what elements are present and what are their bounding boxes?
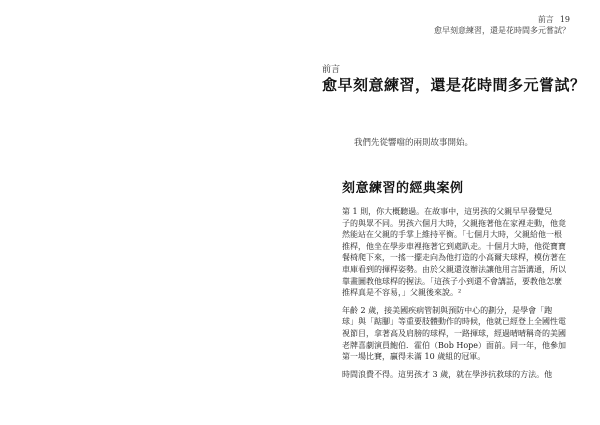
running-header [310,14,570,36]
body-line: 年齡 2 歲，接美國疾病管制與預防中心的劃分，是學會「跑 [342,305,553,315]
page-number: 19 [559,15,570,24]
body-line: 子的與眾不同。男孩六個月大時，父親拖著他在家裡走動，他竟 [342,218,566,228]
body-line: 靠畫圖教他球桿的握法。「這孩子小到還不會講話，要教他怎麼 [342,276,562,286]
body-line: 視節目，拿著高及肩膀的球桿，一路揮球，經過晴晴稱奇的美國 [342,328,566,338]
body-line: 球」與「踮腳」等重要肢體動作的時候，他就已經登上全國性電 [342,317,566,327]
section-heading: 刻意練習的經典案例 [342,181,464,196]
body-line: 推桿，他坐在學步車裡拖著它到處趴走。十個月大時，他從寶寶 [342,241,566,251]
chapter-label: 前言 [322,65,341,75]
body-line: 第一場比賽，贏得未滿 10 歲組的冠軍。 [342,352,486,362]
body-line: 老牌喜劇演員鮑伯．霍伯（Bob Hope）面前。同一年，他參加 [342,340,567,350]
body-line: 然能站在父親的手掌上維持平衡。「七個月大時，父親給他一根 [342,230,562,240]
body-text [342,206,574,380]
body-line: 時間浪費不得。這男孩才 3 歲，就在學涉抗救球的方法。他 [342,369,553,379]
header-section: 前言 [537,15,554,24]
intro-line: 我們先從響噹的兩則故事開始。 [354,138,474,148]
body-line: 第 1 則，你大概聽過。在故事中，這男孩的父親早早發覺兒 [342,207,553,216]
chapter-title: 愈早刻意練習，還是花時間多元嘗試？ [322,76,586,94]
body-line: 推桿真是不容易，」父親後來說。² [342,288,462,298]
body-line: 餐椅爬下來，一搖一擺走向為他打造的小高爾夫球桿，模仿著在 [342,253,566,263]
header-running-title: 愈早刻意練習，還是花時間多元嘗試？ [434,26,570,35]
body-line: 車庫看到的揮桿姿勢。由於父親還沒辦法讓他用言語溝通，所以 [342,264,566,274]
